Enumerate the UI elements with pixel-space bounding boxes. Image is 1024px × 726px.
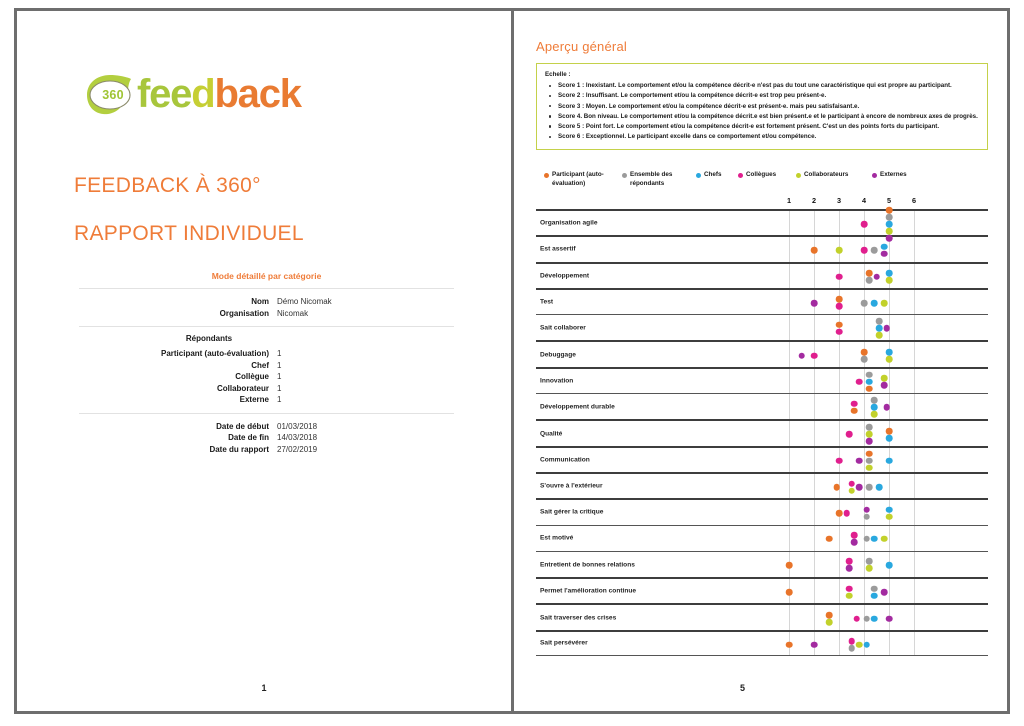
gridline	[814, 605, 815, 629]
data-point-ensemble	[866, 484, 873, 491]
data-point-externes	[886, 235, 893, 242]
data-point-chefs	[871, 615, 878, 622]
gridline	[814, 211, 815, 235]
gridline	[814, 579, 815, 603]
chart-row-label: Debuggage	[540, 351, 576, 359]
gridline	[914, 290, 915, 314]
chart-row-label: Sait persévérer	[540, 639, 588, 647]
chart-grid-area	[536, 209, 988, 656]
legend-item	[796, 171, 872, 188]
data-point-collegues	[848, 638, 855, 645]
table-row	[79, 421, 454, 433]
table-row	[79, 432, 454, 444]
gridline	[789, 237, 790, 261]
data-point-collegues	[836, 273, 843, 280]
gridline	[789, 394, 790, 419]
table-row	[79, 296, 454, 308]
logo-wordmark	[137, 74, 301, 114]
data-point-collaborateurs	[836, 247, 843, 254]
data-point-chefs	[886, 562, 893, 569]
gridline	[864, 552, 865, 577]
data-point-participant	[886, 207, 893, 214]
data-point-collegues	[851, 400, 858, 407]
data-point-ensemble	[866, 277, 873, 284]
chart-row-label: Qualité	[540, 430, 563, 438]
table-row	[79, 444, 454, 456]
data-point-participant	[836, 296, 843, 303]
table-row	[79, 360, 454, 372]
gridline	[889, 579, 890, 603]
legend-item	[872, 171, 932, 188]
data-point-participant	[786, 589, 793, 596]
gridline	[789, 211, 790, 235]
gridline	[889, 474, 890, 498]
list-item: Score 3 : Moyen. Le comportement et/ou la compétence décrit-e est présent-e. mais peu satisfaisant.e.	[558, 102, 979, 111]
data-point-participant	[826, 535, 833, 542]
row-key: Externe	[239, 395, 269, 404]
report-metadata-table	[79, 271, 454, 462]
data-point-ensemble	[848, 645, 855, 652]
data-point-externes	[863, 507, 870, 514]
data-point-ensemble	[866, 424, 873, 431]
gridline	[839, 369, 840, 393]
axis-tick-label: 6	[911, 196, 917, 205]
data-point-collaborateurs	[886, 277, 893, 284]
gridline	[789, 500, 790, 524]
row-value: 1	[277, 360, 282, 370]
axis-tick-label: 1	[786, 196, 792, 205]
data-point-ensemble	[866, 457, 873, 464]
data-point-chefs	[863, 642, 870, 649]
gridline	[789, 315, 790, 340]
data-point-ensemble	[871, 585, 878, 592]
row-value: 27/02/2019	[277, 444, 318, 454]
data-point-externes	[873, 273, 880, 280]
gridline	[814, 552, 815, 577]
gridline	[889, 369, 890, 393]
row-value: 1	[277, 349, 282, 358]
table-row	[79, 308, 454, 320]
gridline	[789, 526, 790, 551]
data-point-collaborateurs	[871, 411, 878, 418]
table-row	[79, 348, 454, 360]
legend-swatch-icon	[872, 173, 877, 178]
gridline	[914, 579, 915, 603]
data-point-collegues	[853, 615, 860, 622]
data-point-externes	[811, 300, 818, 307]
chart-row	[536, 577, 988, 603]
chart-row-label: Est motivé	[540, 534, 574, 542]
chart-row-label: Sait collaborer	[540, 324, 586, 332]
gridline	[914, 552, 915, 577]
gridline	[914, 237, 915, 261]
data-point-collegues	[861, 247, 868, 254]
respondents-caption: Répondants	[185, 334, 233, 343]
data-point-chefs	[871, 300, 878, 307]
chart-row-label: Test	[540, 298, 554, 306]
chart-row	[536, 630, 988, 656]
data-point-chefs	[886, 507, 893, 514]
data-point-externes	[881, 589, 888, 596]
gridline	[864, 315, 865, 340]
data-point-participant	[786, 562, 793, 569]
chart-row-label: Entretient de bonnes relations	[540, 561, 635, 568]
data-point-externes	[811, 642, 818, 649]
gridline	[864, 394, 865, 419]
data-point-collegues	[848, 480, 855, 487]
data-point-ensemble	[863, 535, 870, 542]
data-point-chefs	[876, 325, 883, 332]
chart-row-label: Développement durable	[540, 403, 615, 411]
gridline	[789, 421, 790, 445]
data-point-ensemble	[861, 300, 868, 307]
list-item: Score 5 : Point fort. Le comportement et/ou la compétence décrit-e est fortement présent. C'est un des points forts du participant.	[558, 122, 979, 131]
gridline	[864, 264, 865, 288]
logo-badge-text: 360	[102, 88, 124, 102]
data-point-participant	[836, 510, 843, 517]
data-point-collaborateurs	[886, 356, 893, 363]
data-point-chefs	[886, 270, 893, 277]
scale-legend-box	[536, 63, 988, 150]
data-point-ensemble	[871, 247, 878, 254]
row-value: 14/03/2018	[277, 433, 318, 442]
mode-caption: Mode détaillé par catégorie	[211, 271, 322, 281]
data-point-ensemble	[886, 214, 893, 221]
legend-label: Participant (auto-évaluation)	[552, 171, 604, 187]
data-point-externes	[883, 325, 890, 332]
gridline	[839, 421, 840, 445]
chart-row	[536, 314, 988, 340]
axis-tick-label: 4	[861, 196, 867, 205]
data-point-externes	[798, 352, 805, 359]
data-point-participant	[826, 612, 833, 619]
gridline	[914, 448, 915, 472]
row-key: Chef	[251, 360, 269, 370]
feedback-logo	[83, 68, 301, 120]
table-row	[79, 383, 454, 395]
data-point-externes	[881, 382, 888, 389]
data-point-chefs	[866, 379, 873, 386]
legend-swatch-icon	[738, 173, 743, 178]
list-item: Score 4. Bon niveau. Le comportement et/ou la compétence décrit.e est bien présent.e et le participant à encore de nombreux axes de progrès.	[558, 112, 978, 120]
data-point-collaborateurs	[876, 332, 883, 339]
chart-row	[536, 393, 988, 419]
legend-swatch-icon	[796, 173, 801, 178]
list-item: Score 6 : Exceptionnel. Le participant excelle dans ce comportement et/ou compétence.	[558, 132, 979, 141]
data-point-collaborateurs	[866, 565, 873, 572]
list-item: Score 1 : Inexistant. Le comportement et/ou la compétence décrit-e n'est pas du tout une caractéristique qui est propre au participant.	[558, 81, 979, 90]
data-point-collegues	[851, 532, 858, 539]
data-point-collegues	[811, 352, 818, 359]
data-point-collaborateurs	[881, 300, 888, 307]
report-spread	[14, 8, 1010, 714]
data-point-participant	[866, 270, 873, 277]
data-point-collegues	[836, 303, 843, 310]
data-point-externes	[886, 615, 893, 622]
gridline	[914, 342, 915, 366]
legend-label: Chefs	[704, 171, 722, 178]
chart-row	[536, 367, 988, 393]
page-number-left: 1	[261, 683, 267, 693]
chart-row	[536, 209, 988, 235]
gridline	[839, 579, 840, 603]
section-title: Aperçu général	[536, 39, 627, 54]
gridline	[789, 448, 790, 472]
data-point-collegues	[856, 379, 863, 386]
data-point-participant	[786, 642, 793, 649]
gridline	[914, 421, 915, 445]
gridline	[814, 264, 815, 288]
axis-tick-label: 3	[836, 196, 842, 205]
data-point-participant	[886, 428, 893, 435]
chart-row-label: Innovation	[540, 377, 574, 385]
gridline	[914, 264, 915, 288]
page-left	[17, 11, 514, 711]
legend-label: Collègues	[746, 171, 777, 178]
data-point-collaborateurs	[881, 535, 888, 542]
data-point-participant	[866, 450, 873, 457]
chart-row	[536, 419, 988, 445]
data-point-participant	[851, 407, 858, 414]
axis-tick-label: 5	[886, 196, 892, 205]
chart-row	[536, 446, 988, 472]
data-point-externes	[881, 251, 888, 258]
chart-legend	[544, 171, 984, 188]
gridline	[814, 500, 815, 524]
chart-row	[536, 603, 988, 629]
gridline	[889, 632, 890, 655]
row-value: Démo Nicomak	[277, 297, 332, 306]
gridline	[814, 369, 815, 393]
gridline	[839, 526, 840, 551]
chart-row-label: Développement	[540, 272, 590, 280]
data-point-collaborateurs	[846, 592, 853, 599]
page-title: FEEDBACK À 360°	[74, 174, 261, 197]
legend-label: Externes	[880, 171, 907, 178]
row-key: Date de début	[216, 421, 269, 431]
data-point-collegues	[836, 457, 843, 464]
logo-word-part-b: d	[191, 72, 215, 116]
gridline	[839, 552, 840, 577]
data-point-ensemble	[871, 397, 878, 404]
data-point-collegues	[846, 558, 853, 565]
data-point-chefs	[876, 484, 883, 491]
axis-tick-label: 2	[811, 196, 817, 205]
gridline	[789, 342, 790, 366]
gridline	[914, 526, 915, 551]
data-point-collaborateurs	[856, 642, 863, 649]
row-value: 1	[277, 372, 282, 381]
data-point-ensemble	[861, 356, 868, 363]
gridline	[914, 605, 915, 629]
chart-row	[536, 235, 988, 261]
table-row	[79, 371, 454, 383]
gridline	[789, 264, 790, 288]
page-subtitle: RAPPORT INDIVIDUEL	[74, 222, 304, 245]
data-point-externes	[856, 484, 863, 491]
row-value: Nicomak	[277, 308, 309, 318]
logo-word-part-a: fee	[137, 72, 192, 116]
legend-item	[738, 171, 796, 188]
chart-row-label: Sait gérer la critique	[540, 508, 604, 516]
data-point-ensemble	[863, 514, 870, 521]
logo-word-part-c: back	[214, 72, 301, 116]
gridline	[914, 632, 915, 655]
gridline	[814, 526, 815, 551]
page-number-right: 5	[739, 683, 745, 693]
legend-swatch-icon	[696, 173, 701, 178]
gridline	[889, 526, 890, 551]
data-point-chefs	[886, 435, 893, 442]
data-point-ensemble	[863, 615, 870, 622]
data-point-chefs	[871, 535, 878, 542]
gridline	[814, 394, 815, 419]
chart-row-label: Organisation agile	[540, 219, 598, 227]
chart-row	[536, 340, 988, 366]
legend-swatch-icon	[544, 173, 549, 178]
gridline	[864, 579, 865, 603]
legend-swatch-icon	[622, 173, 627, 178]
gridline	[789, 474, 790, 498]
chart-row	[536, 472, 988, 498]
gridline	[814, 315, 815, 340]
row-value: 1	[277, 395, 282, 404]
data-point-chefs	[886, 349, 893, 356]
legend-label: Collaborateurs	[804, 171, 849, 178]
gridline	[789, 605, 790, 629]
chart-row-label: Permet l'amélioration continue	[540, 587, 637, 595]
data-point-chefs	[886, 457, 893, 464]
gridline	[914, 211, 915, 235]
data-point-participant	[833, 484, 840, 491]
gridline	[789, 290, 790, 314]
chart-row-label: Communication	[540, 456, 590, 464]
data-point-externes	[866, 438, 873, 445]
data-point-chefs	[871, 404, 878, 411]
scale-list	[545, 81, 979, 141]
page-right	[514, 11, 1007, 711]
chart-row	[536, 525, 988, 551]
leaf-360-icon	[83, 71, 135, 117]
data-point-collaborateurs	[881, 375, 888, 382]
gridline	[914, 474, 915, 498]
gridline	[839, 394, 840, 419]
data-point-chefs	[871, 592, 878, 599]
gridline	[814, 421, 815, 445]
data-point-collegues	[861, 221, 868, 228]
identity-group	[79, 289, 454, 326]
chart-row-label: S'ouvre à l'extérieur	[540, 482, 603, 490]
table-row	[79, 394, 454, 406]
legend-label: Ensemble des répondants	[630, 171, 673, 187]
gridline	[914, 315, 915, 340]
data-point-ensemble	[866, 558, 873, 565]
row-key: Collègue	[235, 372, 269, 381]
row-key: Nom	[251, 297, 269, 306]
data-point-collaborateurs	[886, 228, 893, 235]
data-point-ensemble	[866, 372, 873, 379]
data-point-externes	[883, 404, 890, 411]
row-key: Participant (auto-évaluation)	[160, 349, 269, 358]
chart-row-label: Sait traverser des crises	[540, 614, 617, 622]
data-point-collaborateurs	[866, 431, 873, 438]
list-item: Score 2 : Insuffisant. Le comportement et/ou la compétence décrit-e est trop peu présent-e.	[558, 91, 979, 100]
chart-row	[536, 262, 988, 288]
row-value: 1	[277, 383, 282, 393]
chart-row	[536, 551, 988, 577]
gridline	[914, 394, 915, 419]
data-point-collegues	[846, 585, 853, 592]
gridline	[839, 342, 840, 366]
row-key: Collaborateur	[216, 383, 269, 393]
legend-item	[544, 171, 622, 188]
data-point-externes	[846, 565, 853, 572]
data-point-collaborateurs	[848, 487, 855, 494]
data-point-externes	[851, 539, 858, 546]
respondents-group	[79, 327, 454, 413]
gridline	[789, 369, 790, 393]
data-point-participant	[866, 386, 873, 393]
gridline	[889, 290, 890, 314]
dates-group	[79, 414, 454, 463]
overview-chart	[536, 196, 988, 656]
gridline	[839, 632, 840, 655]
chart-row	[536, 498, 988, 524]
row-key: Date du rapport	[209, 444, 269, 454]
data-point-participant	[836, 321, 843, 328]
data-point-collegues	[843, 510, 850, 517]
data-point-chefs	[881, 244, 888, 251]
row-key: Organisation	[219, 308, 269, 318]
gridline	[839, 211, 840, 235]
data-point-ensemble	[876, 318, 883, 325]
legend-item	[622, 171, 696, 188]
data-point-collegues	[846, 431, 853, 438]
data-point-chefs	[886, 221, 893, 228]
row-key: Date de fin	[228, 433, 269, 442]
gridline	[814, 474, 815, 498]
chart-row	[536, 288, 988, 314]
data-point-participant	[811, 247, 818, 254]
data-point-collaborateurs	[866, 464, 873, 471]
data-point-externes	[856, 457, 863, 464]
gridline	[914, 369, 915, 393]
row-value: 01/03/2018	[277, 421, 318, 431]
data-point-collaborateurs	[826, 619, 833, 626]
scale-label: Echelle :	[545, 71, 571, 78]
data-point-collegues	[836, 328, 843, 335]
chart-axis	[536, 196, 988, 209]
data-point-participant	[861, 349, 868, 356]
gridline	[914, 500, 915, 524]
gridline	[839, 605, 840, 629]
data-point-collaborateurs	[886, 514, 893, 521]
chart-row-label: Est assertif	[540, 245, 576, 253]
legend-item	[696, 171, 738, 188]
gridline	[814, 448, 815, 472]
